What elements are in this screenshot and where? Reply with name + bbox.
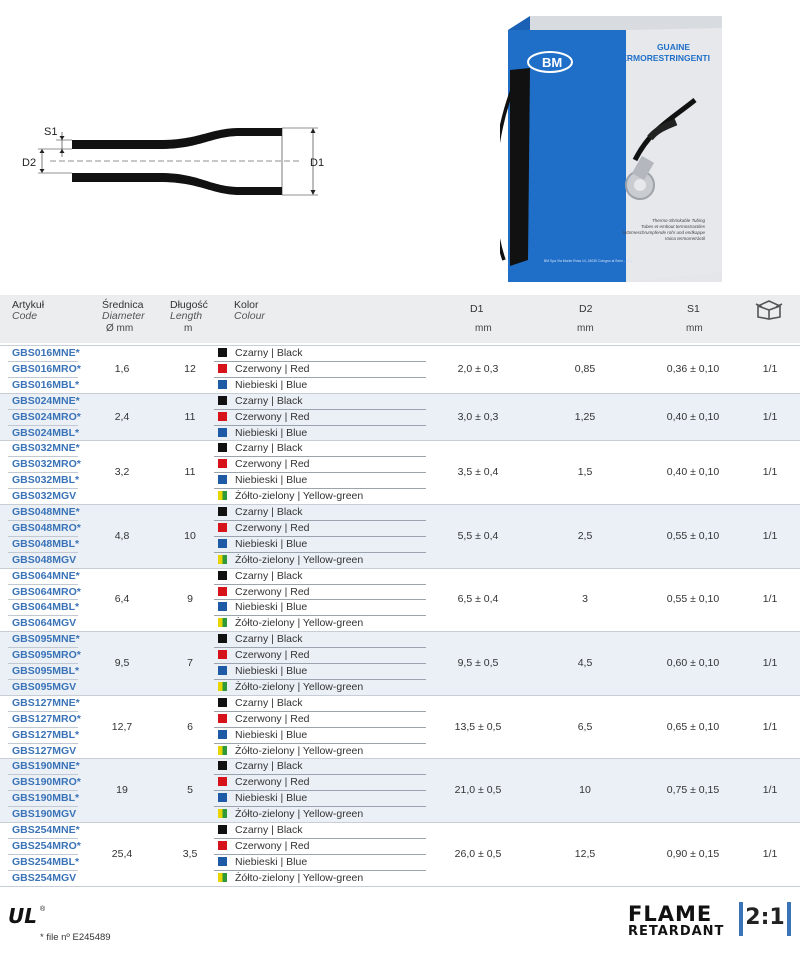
product-code[interactable]: GBS032MNE* [12, 442, 80, 455]
d2-cell: 1,25 [574, 410, 596, 423]
colour-label: Niebieski | Blue [235, 665, 308, 677]
d1-cell: 13,5 ± 0,5 [454, 720, 502, 733]
colour-cell [218, 586, 310, 598]
colour-swatch [218, 348, 227, 357]
colour-swatch [218, 730, 227, 739]
colour-swatch [218, 809, 227, 818]
diameter-cell: 9,5 [114, 657, 130, 669]
col-colour-header: Kolor Colour [234, 299, 265, 322]
col-d1-header: D1 [470, 303, 484, 315]
d1-cell: 3,5 ± 0,4 [457, 466, 499, 479]
colour-label: Czerwony | Red [235, 410, 310, 423]
svg-text:Tubes et embout termostractile: Tubes et embout termostractiles [641, 224, 705, 229]
colour-cell [218, 665, 307, 677]
product-code[interactable]: GBS127MRO* [12, 712, 81, 725]
colour-label: Niebieski | Blue [235, 855, 308, 868]
col-length-header: Długość Length [170, 299, 208, 322]
product-code[interactable]: GBS095MRO* [12, 649, 81, 662]
colour-cell [218, 681, 363, 693]
product-code[interactable]: GBS016MNE* [12, 347, 80, 359]
product-code[interactable]: GBS095MNE* [12, 633, 80, 646]
box-title-2: TERMORESTRINGENTI [616, 53, 710, 63]
length-cell: 6 [187, 720, 193, 733]
d1-cell: 26,0 ± 0,5 [454, 847, 502, 860]
colour-cell [218, 649, 310, 661]
diameter-cell: 6,4 [114, 593, 130, 606]
colour-cell [218, 601, 307, 613]
colour-label: Żółto-zielony | Yellow-green [235, 680, 364, 693]
colour-swatch [218, 714, 227, 723]
pack-cell: 1/1 [762, 657, 778, 669]
colour-swatch [218, 777, 227, 786]
product-code[interactable]: GBS190MNE* [12, 760, 80, 773]
svg-text:Vaina termorretráctil: Vaina termorretráctil [664, 236, 705, 241]
s1-cell: 0,60 ± 0,10 [666, 657, 720, 669]
svg-text:BM Spa Via Monte Rosa 14, 2403: BM Spa Via Monte Rosa 14, 24030 Cologno al Serio - Italy [544, 259, 633, 263]
colour-cell [218, 760, 303, 772]
product-code[interactable]: GBS190MBL* [12, 792, 80, 805]
d2-cell: 2,5 [577, 529, 593, 542]
colour-cell [218, 824, 303, 836]
colour-cell [218, 745, 363, 757]
colour-label: Czerwony | Red [235, 776, 310, 789]
brand-logo: BM [542, 55, 563, 70]
product-code[interactable]: GBS048MBL* [12, 537, 80, 550]
colour-swatch [218, 650, 227, 659]
col-diameter-header: Średnica Diameter [102, 299, 145, 322]
colour-swatch [218, 761, 227, 770]
s1-cell: 0,65 ± 0,10 [666, 720, 720, 733]
colour-cell [218, 395, 303, 407]
colour-label: Czerwony | Red [235, 839, 310, 852]
colour-cell [218, 713, 310, 725]
d2-cell: 4,5 [577, 657, 593, 669]
colour-label: Czerwony | Red [235, 521, 310, 534]
tube-lower-wall [72, 173, 282, 195]
product-code[interactable]: GBS254MRO* [12, 839, 81, 852]
product-code[interactable]: GBS032MGV [12, 490, 77, 503]
colour-cell [218, 808, 363, 820]
product-code[interactable]: GBS064MRO* [12, 585, 81, 598]
colour-label: Czarny | Black [235, 442, 303, 455]
colour-swatch [218, 523, 227, 532]
colour-label: Niebieski | Blue [235, 537, 308, 550]
heat-shrink-diagram [0, 110, 340, 220]
colour-label: Czerwony | Red [235, 585, 310, 598]
colour-swatch [218, 634, 227, 643]
colour-label: Czarny | Black [235, 633, 303, 646]
d1-cell: 9,5 ± 0,5 [457, 657, 499, 669]
colour-swatch [218, 682, 227, 691]
length-cell: 7 [187, 657, 193, 669]
colour-label: Czarny | Black [235, 824, 303, 836]
d1-cell: 6,5 ± 0,4 [457, 593, 499, 606]
d1-label: D1 [310, 157, 325, 169]
d2-cell: 0,85 [574, 362, 596, 375]
s1-cell: 0,55 ± 0,10 [666, 529, 720, 542]
d2-cell: 12,5 [574, 847, 596, 860]
colour-swatch [218, 507, 227, 516]
colour-cell [218, 617, 363, 629]
colour-swatch [218, 571, 227, 580]
s1-cell: 0,40 ± 0,10 [666, 466, 720, 479]
product-code[interactable]: GBS032MBL* [12, 474, 80, 487]
colour-swatch [218, 602, 227, 611]
length-cell: 3,5 [182, 847, 198, 860]
product-code[interactable]: GBS016MBL* [12, 378, 80, 391]
length-cell: 11 [184, 410, 196, 423]
colour-swatch [218, 873, 227, 882]
pack-cell: 1/1 [762, 593, 778, 606]
colour-cell [218, 776, 310, 788]
colour-swatch [218, 539, 227, 548]
s1-label: S1 [44, 126, 58, 138]
colour-cell [218, 792, 307, 804]
colour-cell [218, 872, 363, 884]
shrink-ratio-badge: 2:1 [739, 902, 791, 936]
diameter-cell: 3,2 [114, 466, 130, 479]
product-code[interactable]: GBS095MGV [12, 680, 77, 693]
colour-label: Niebieski | Blue [235, 728, 308, 741]
colour-swatch [218, 825, 227, 834]
length-cell: 10 [184, 529, 196, 542]
colour-cell [218, 427, 307, 439]
product-code[interactable]: GBS127MBL* [12, 728, 80, 741]
colour-cell [218, 458, 310, 470]
product-code[interactable]: GBS048MNE* [12, 506, 80, 518]
d2-cell: 3 [582, 593, 588, 606]
pack-cell: 1/1 [762, 362, 778, 375]
d2-cell: 1,5 [577, 466, 593, 479]
colour-label: Niebieski | Blue [235, 601, 308, 614]
colour-label: Żółto-zielony | Yellow-green [235, 808, 364, 821]
colour-label: Czarny | Black [235, 506, 303, 518]
s1-cell: 0,55 ± 0,10 [666, 593, 720, 606]
product-code[interactable]: GBS190MRO* [12, 776, 81, 789]
colour-label: Czerwony | Red [235, 649, 310, 662]
product-code[interactable]: GBS024MRO* [12, 410, 81, 423]
package-icon [754, 298, 784, 320]
product-code[interactable]: GBS254MBL* [12, 855, 80, 868]
colour-cell [218, 363, 310, 375]
d1-cell: 3,0 ± 0,3 [457, 410, 499, 423]
length-cell: 9 [187, 593, 193, 606]
d2-label: D2 [22, 157, 37, 169]
product-code[interactable]: GBS127MNE* [12, 696, 80, 709]
product-code[interactable]: GBS032MRO* [12, 458, 81, 471]
s1-cell: 0,90 ± 0,15 [666, 847, 720, 860]
d2-cell: 10 [579, 784, 591, 797]
colour-swatch [218, 428, 227, 437]
colour-label: Żółto-zielony | Yellow-green [235, 490, 364, 503]
colour-swatch [218, 857, 227, 866]
colour-cell [218, 347, 303, 359]
colour-cell [218, 506, 303, 518]
diameter-cell: 1,6 [114, 362, 130, 375]
colour-swatch [218, 459, 227, 468]
colour-cell [218, 474, 307, 486]
colour-cell [218, 442, 303, 454]
product-code[interactable]: GBS254MNE* [12, 824, 80, 836]
d1-cell: 2,0 ± 0,3 [457, 362, 499, 375]
pack-cell: 1/1 [762, 784, 778, 797]
product-code[interactable]: GBS024MNE* [12, 394, 80, 407]
pack-cell: 1/1 [762, 466, 778, 479]
file-note: * file nº E245489 [40, 932, 111, 943]
product-code[interactable]: GBS127MGV [12, 744, 77, 757]
product-code[interactable]: GBS064MGV [12, 617, 77, 630]
diameter-cell: 4,8 [114, 529, 130, 542]
colour-swatch [218, 491, 227, 500]
length-cell: 11 [184, 466, 196, 479]
colour-cell [218, 379, 307, 391]
diameter-cell: 12,7 [111, 720, 133, 733]
product-code[interactable]: GBS254MGV [12, 871, 77, 884]
colour-swatch [218, 666, 227, 675]
svg-text:Thermo-Shrinkable Tubing: Thermo-Shrinkable Tubing [652, 218, 705, 223]
colour-label: Czarny | Black [235, 696, 303, 709]
pack-cell: 1/1 [762, 529, 778, 542]
length-cell: 12 [184, 362, 196, 375]
colour-cell [218, 856, 307, 868]
colour-cell [218, 554, 363, 566]
colour-label: Czarny | Black [235, 760, 303, 773]
colour-swatch [218, 443, 227, 452]
colour-swatch [218, 746, 227, 755]
diameter-cell: 19 [116, 784, 128, 797]
product-code[interactable]: GBS024MBL* [12, 426, 80, 439]
colour-cell [218, 490, 363, 502]
col-s1-header: S1 [687, 303, 700, 315]
s1-cell: 0,75 ± 0,15 [666, 784, 720, 797]
pack-cell: 1/1 [762, 410, 778, 423]
colour-swatch [218, 793, 227, 802]
colour-swatch [218, 364, 227, 373]
d1-cell: 5,5 ± 0,4 [457, 529, 499, 542]
colour-cell [218, 840, 310, 852]
colour-label: Czerwony | Red [235, 712, 310, 725]
colour-label: Niebieski | Blue [235, 792, 308, 805]
product-code[interactable]: GBS064MBL* [12, 601, 80, 614]
product-code[interactable]: GBS190MGV [12, 808, 77, 821]
colour-label: Żółto-zielony | Yellow-green [235, 553, 364, 566]
colour-swatch [218, 587, 227, 596]
product-code[interactable]: GBS016MRO* [12, 362, 81, 375]
colour-swatch [218, 841, 227, 850]
colour-label: Niebieski | Blue [235, 426, 308, 439]
colour-cell [218, 697, 303, 709]
pack-cell: 1/1 [762, 847, 778, 860]
colour-cell [218, 729, 307, 741]
ul-logo: UL [8, 904, 37, 928]
retardant-label: RETARDANT [628, 924, 725, 939]
colour-swatch [218, 396, 227, 405]
tube-upper-wall [72, 128, 282, 149]
colour-swatch [218, 475, 227, 484]
colour-cell [218, 538, 307, 550]
product-code[interactable]: GBS064MNE* [12, 569, 80, 582]
colour-cell [218, 570, 303, 582]
pack-cell: 1/1 [762, 720, 778, 733]
product-code[interactable]: GBS095MBL* [12, 665, 80, 677]
svg-text:Wärmeschrumpfende rohr und end: Wärmeschrumpfende rohr und endkappe [622, 230, 705, 235]
diameter-cell: 2,4 [114, 410, 130, 423]
d2-cell: 6,5 [577, 720, 593, 733]
colour-label: Czarny | Black [235, 569, 303, 582]
box-title-1: GUAINE [656, 42, 690, 52]
colour-cell [218, 411, 310, 423]
colour-swatch [218, 380, 227, 389]
colour-label: Żółto-zielony | Yellow-green [235, 617, 364, 630]
flame-label: FLAME [628, 902, 713, 926]
col-d2-header: D2 [579, 303, 593, 315]
colour-swatch [218, 618, 227, 627]
colour-label: Niebieski | Blue [235, 474, 308, 487]
colour-label: Czarny | Black [235, 347, 303, 359]
colour-label: Czarny | Black [235, 394, 303, 407]
colour-cell [218, 633, 303, 645]
colour-label: Czerwony | Red [235, 458, 310, 471]
colour-label: Żółto-zielony | Yellow-green [235, 871, 364, 884]
product-box-image [500, 10, 728, 288]
s1-cell: 0,36 ± 0,10 [666, 362, 720, 375]
colour-swatch [218, 698, 227, 707]
colour-label: Czerwony | Red [235, 362, 310, 375]
product-code[interactable]: GBS048MRO* [12, 521, 81, 534]
colour-cell [218, 522, 310, 534]
length-cell: 5 [187, 784, 193, 797]
colour-swatch [218, 555, 227, 564]
diameter-cell: 25,4 [111, 847, 133, 860]
product-code[interactable]: GBS048MGV [12, 553, 77, 566]
colour-swatch [218, 412, 227, 421]
colour-label: Niebieski | Blue [235, 378, 308, 391]
s1-cell: 0,40 ± 0,10 [666, 410, 720, 423]
col-code-header: Artykuł Code [12, 299, 45, 322]
d1-cell: 21,0 ± 0,5 [454, 784, 502, 797]
colour-label: Żółto-zielony | Yellow-green [235, 744, 364, 757]
